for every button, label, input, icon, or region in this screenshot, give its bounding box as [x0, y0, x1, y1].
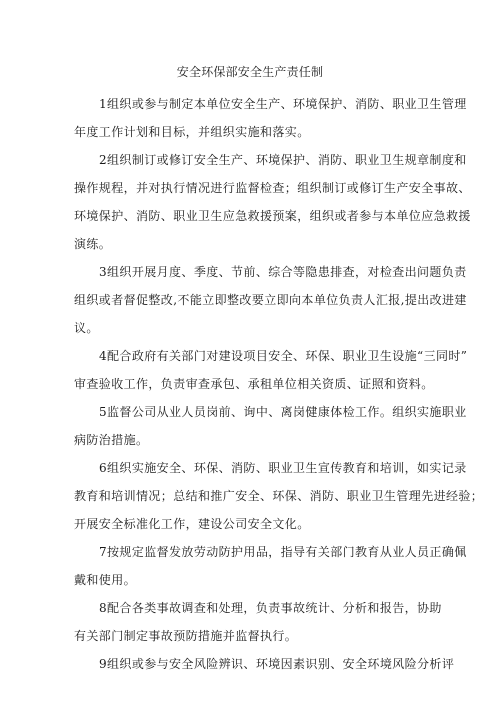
- paragraph-4-line-2: 审查验收工作，负责审查承包、承租单位相关资质、证照和资料。: [74, 377, 434, 391]
- paragraph-2-line-4: 演练。: [74, 237, 112, 251]
- paragraph-9-line-1: 9组织或参与安全风险辨识、环境因素识别、安全环境风险分析评: [99, 657, 455, 671]
- paragraph-5-line-2: 病防治措施。: [74, 433, 149, 447]
- paragraph-2-line-2: 操作规程，并对执行情况进行监督检查；组织制订或修订生产安全事故、: [74, 181, 471, 195]
- paragraph-3-line-3: 议。: [74, 321, 99, 335]
- paragraph-4-line-1: 4配合政府有关部门对建设项目安全、环保、职业卫生设施“三同时”: [99, 349, 468, 363]
- paragraph-8-line-1: 8配合各类事故调查和处理，负责事故统计、分析和报告，协助: [99, 601, 442, 615]
- paragraph-2-line-3: 环境保护、消防、职业卫生应急救援预案，组织或者参与本单位应急救援: [74, 209, 471, 223]
- paragraph-6-line-1: 6组织实施安全、环保、消防、职业卫生宣传教育和培训，如实记录: [99, 461, 467, 475]
- paragraph-6-line-2: 教育和培训情况；总结和推广安全、环保、消防、职业卫生管理先进经验；: [74, 489, 484, 503]
- paragraph-7-line-2: 戴和使用。: [74, 573, 137, 587]
- paragraph-5-line-1: 5监督公司从业人员岗前、询中、离岗健康体检工作。组织实施职业: [99, 405, 467, 419]
- paragraph-1-line-1: 1组织或参与制定本单位安全生产、环境保护、消防、职业卫生管理: [99, 97, 467, 111]
- paragraph-7-line-1: 7按规定监督发放劳动防护用品，指导有关部门教育从业人员正确佩: [99, 545, 467, 559]
- paragraph-2-line-1: 2组织制订或修订安全生产、环境保护、消防、职业卫生规章制度和: [99, 153, 467, 167]
- paragraph-6-line-3: 开展安全标准化工作，建设公司安全文化。: [74, 517, 310, 531]
- paragraph-3-line-2: 组织或者督促整改,不能立即整改要立即向本单位负责人汇报,提出改进建: [74, 293, 467, 307]
- paragraph-8-line-2: 有关部门制定事故预防措施并监督执行。: [74, 629, 298, 643]
- paragraph-1-line-2: 年度工作计划和目标，并组织实施和落实。: [74, 125, 310, 139]
- paragraph-3-line-1: 3组织开展月度、季度、节前、综合等隐患排查，对检查出问题负责: [99, 265, 467, 279]
- document-title: 安全环保部安全生产责任制: [176, 65, 324, 79]
